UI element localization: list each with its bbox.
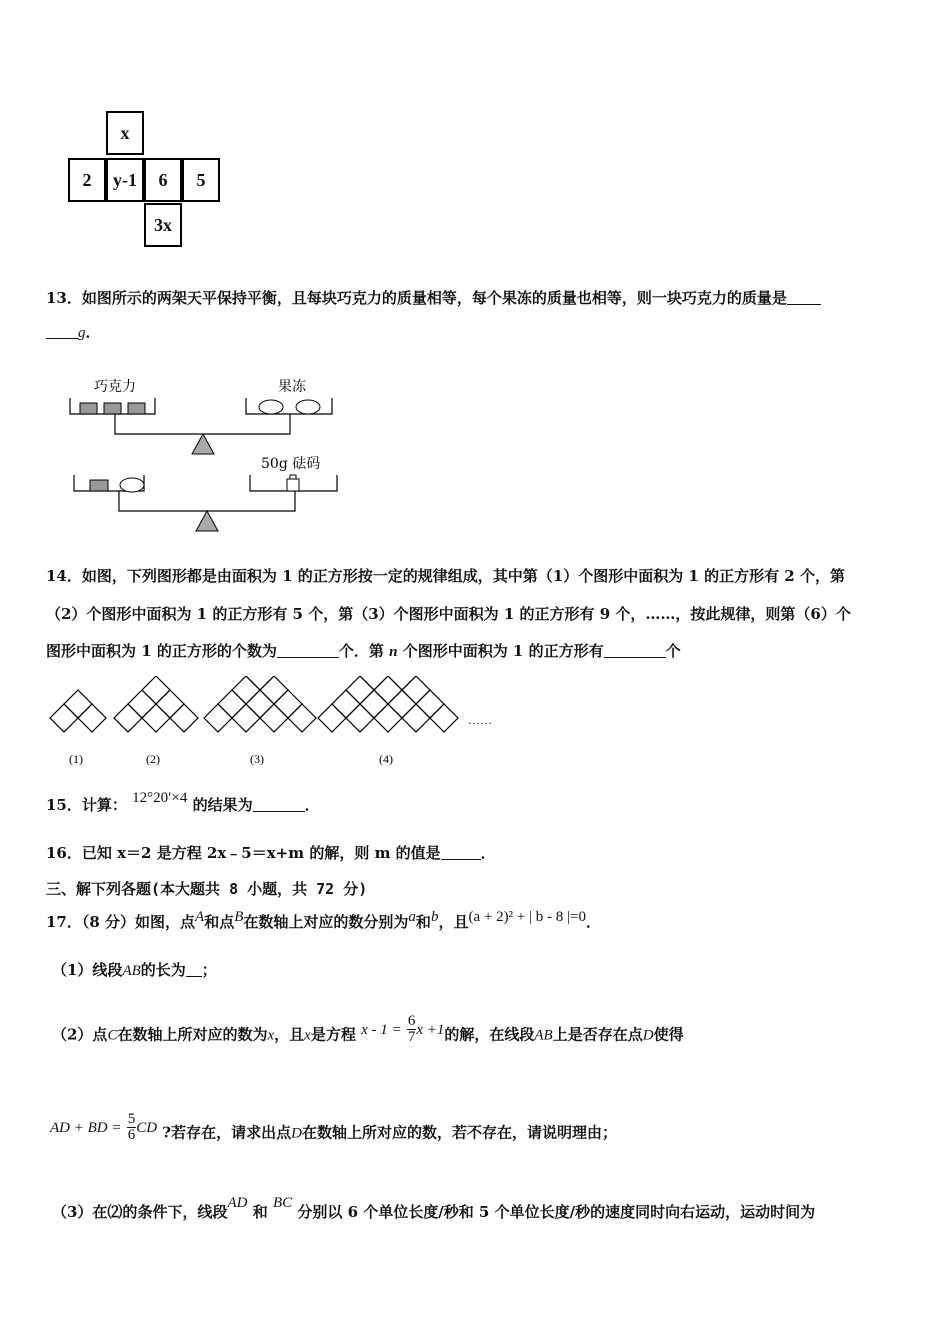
unit-square-3	[288, 704, 316, 732]
q17-cond2-right: CD	[136, 1119, 158, 1136]
unit-square-4	[346, 676, 374, 704]
unit-square-3	[274, 690, 302, 718]
weight-block	[287, 479, 299, 491]
cube-cell-2: y-1	[106, 158, 144, 202]
q17-part3	[52, 1195, 816, 1223]
q17-p1-blank[interactable]	[186, 962, 202, 977]
unit-square-4	[318, 704, 346, 732]
q17-p3-ad: AD	[227, 1195, 248, 1211]
q13-blank-2[interactable]	[46, 324, 78, 339]
q17-point-a: A	[195, 909, 205, 925]
q17-eq-right: x +1	[416, 1021, 445, 1038]
q17-eq-num: 6	[407, 1013, 416, 1029]
q16-end: ．	[480, 844, 496, 862]
q17-p2-e: 的解，在线段	[444, 1025, 535, 1044]
q17-p2-d: 是方程	[310, 1025, 356, 1044]
q14-line3	[46, 641, 681, 662]
q17-p2-d-point-2: D	[291, 1125, 302, 1142]
q17-p2-ab: AB	[534, 1027, 553, 1044]
unit-square-1	[78, 704, 106, 732]
cube-cell-4: 5	[182, 158, 220, 202]
q17-p2-d-point: D	[642, 1027, 654, 1044]
q15-prefix: 15．计算：	[46, 796, 127, 814]
unit-square-3	[232, 704, 260, 732]
fulcrum-2	[196, 511, 218, 531]
q17-end: ．	[585, 913, 601, 931]
unit-square-3	[246, 690, 274, 718]
q17-condition: (a + 2)² + | b - 8 |=0	[468, 909, 586, 925]
q14-stem-b: 个．第	[338, 642, 390, 660]
q14-n: n	[389, 644, 398, 660]
q17-p2-a: （2）点	[52, 1025, 108, 1044]
q17-part1	[52, 960, 217, 981]
q13-unit: g	[78, 325, 86, 341]
jelly	[120, 478, 144, 492]
q17-p3-a: （3）在⑵的条件下，线段	[52, 1203, 228, 1221]
q17-var-a: a	[408, 909, 416, 925]
q17-eq-left: x - 1 =	[361, 1021, 402, 1038]
q16-text	[46, 843, 496, 863]
unit-square-3	[246, 676, 274, 690]
unit-square-4	[416, 690, 444, 718]
q15-text	[46, 790, 320, 816]
q17-p2-x: x	[267, 1027, 275, 1044]
unit-square-2	[142, 676, 170, 704]
unit-square-4	[388, 676, 416, 690]
q17-eq-den: 7	[407, 1029, 416, 1045]
q14-line2: （2）个图形中面积为 1 的正方形有 5 个，第（3）个图形中面积为 1 的正方形有 9 个，……，按此规律，则第（6）个	[46, 605, 851, 623]
unit-square-2	[114, 704, 142, 732]
q17-intro-d: ，且	[438, 913, 469, 931]
square-pattern-figure	[40, 676, 520, 772]
q14-stem-c: 个图形中面积为 1 的正方形有	[397, 642, 604, 660]
q17-p2-x2: x	[304, 1027, 311, 1044]
unit-square-2	[170, 704, 198, 732]
unit-square-4	[402, 704, 430, 732]
q17-p3-b: 分别以 6 个单位长度/秒和 5 个单位长度/秒的速度同时向右运动，运动时间为	[297, 1203, 816, 1221]
chocolate-block	[128, 403, 145, 414]
q17-p2-c: C	[107, 1027, 118, 1044]
jelly	[296, 400, 320, 414]
unit-square-3	[218, 690, 246, 718]
unit-square-4	[360, 676, 388, 690]
q17-cond2-fraction	[127, 1112, 137, 1143]
fig-label-1: (1)	[69, 752, 83, 766]
q17-var-b: b	[430, 909, 439, 925]
q17-p1-ab: AB	[122, 963, 141, 979]
q16-stem: 16．已知 x＝2 是方程 2x﹣5＝x+m 的解，则 m 的值是	[46, 844, 441, 862]
label-jelly: 果冻	[278, 379, 306, 395]
chocolate-block	[90, 480, 108, 491]
fig-label-4: (4)	[379, 752, 393, 766]
q17-part2-line2	[50, 1111, 617, 1149]
q17-cond2-num: 5	[127, 1111, 136, 1127]
unit-square-4	[374, 676, 402, 704]
unit-square-4	[430, 704, 458, 732]
unit-square-3	[260, 676, 288, 704]
q17-cond2-left: AD + BD =	[50, 1119, 122, 1136]
unit-square-2	[142, 704, 170, 732]
section-3-heading: 三、解下列各题(本大题共 8 小题，共 72 分)	[46, 880, 368, 898]
fulcrum-1	[192, 434, 214, 454]
q17-p2-f: 上是否存在点	[552, 1025, 643, 1044]
q17-intro-a: 17．（8 分）如图，点	[46, 913, 196, 931]
unit-square-4	[374, 704, 402, 732]
unit-square-4	[346, 704, 374, 732]
q15-expression: 12°20′×4	[132, 790, 188, 806]
cube-cell-1: 2	[68, 158, 106, 202]
beam-2	[119, 491, 295, 511]
q17-point-b: B	[234, 909, 244, 925]
q17-p2-g: 使得	[653, 1025, 684, 1044]
chocolate-block	[80, 403, 97, 414]
q17-eq-fraction	[407, 1014, 417, 1045]
q13-blank-1[interactable]	[787, 290, 821, 305]
unit-square-4	[402, 676, 430, 704]
q17-p2-i: 在数轴上所对应的数，若不存在，请说明理由；	[301, 1123, 617, 1142]
q13-text	[46, 288, 821, 308]
q17-p3-bc: BC	[272, 1195, 293, 1211]
q17-p2-c2: ，且	[274, 1025, 305, 1044]
label-chocolate: 巧克力	[94, 379, 136, 395]
balance-figure	[60, 370, 350, 540]
q16-blank[interactable]	[441, 845, 481, 860]
q17-p2-b: 在数轴上所对应的数为	[117, 1025, 268, 1044]
q15-end: ．	[304, 796, 320, 814]
q17-intro	[46, 909, 601, 933]
unit-square-3	[204, 704, 232, 732]
q14-stem-a: 图形中面积为 1 的正方形的个数为	[46, 642, 277, 660]
unit-square-2	[128, 690, 156, 718]
q17-intro-b: 和点	[204, 913, 235, 931]
q13-text-line2	[46, 322, 101, 343]
q17-p3-and: 和	[252, 1203, 268, 1221]
q17-p2-h: ?若存在，请求出点	[162, 1123, 292, 1142]
q14-blank-2[interactable]	[604, 643, 666, 658]
cube-cell-3: 6	[144, 158, 182, 202]
q17-and: 和	[415, 913, 431, 931]
q17-part2	[52, 1013, 684, 1051]
fig-ellipsis: ……	[468, 713, 492, 727]
fig-label-2: (2)	[146, 752, 160, 766]
label-weight: 50g 砝码	[261, 456, 321, 472]
q14-blank-1[interactable]	[277, 643, 339, 658]
unit-square-2	[156, 690, 184, 718]
q15-blank[interactable]	[253, 797, 305, 812]
fig-label-3: (3)	[250, 752, 264, 766]
q17-p1-semicolon: ；	[201, 961, 217, 979]
unit-square-1	[50, 704, 78, 732]
jelly	[259, 400, 283, 414]
q17-p1-a: （1）线段	[52, 961, 123, 979]
unit-square-4	[332, 690, 360, 718]
unit-square-4	[388, 690, 416, 718]
unit-square-4	[360, 690, 388, 718]
q15-suffix: 的结果为	[192, 796, 253, 814]
beam-1	[115, 414, 290, 434]
cube-cell-top: x	[106, 111, 144, 155]
q17-p1-b: 的长为	[140, 961, 186, 979]
q13-stem: 13．如图所示的两架天平保持平衡，且每块巧克力的质量相等，每个果冻的质量也相等，则一块巧克力的质量是	[46, 289, 787, 307]
q17-cond2-den: 6	[127, 1127, 136, 1143]
q14-stem-d: 个	[665, 642, 681, 660]
unit-square-3	[260, 704, 288, 732]
chocolate-block	[104, 403, 121, 414]
weight-knob	[290, 475, 296, 479]
unit-square-3	[232, 676, 260, 704]
unit-square-1	[64, 690, 92, 718]
cube-cell-bottom: 3x	[144, 203, 182, 247]
q13-end: ．	[85, 323, 101, 341]
q17-intro-c: 在数轴上对应的数分别为	[243, 913, 409, 931]
q14-line1: 14．如图，下列图形都是由面积为 1 的正方形按一定的规律组成，其中第（1）个图形中面积为 1 的正方形有 2 个，第	[46, 567, 845, 585]
